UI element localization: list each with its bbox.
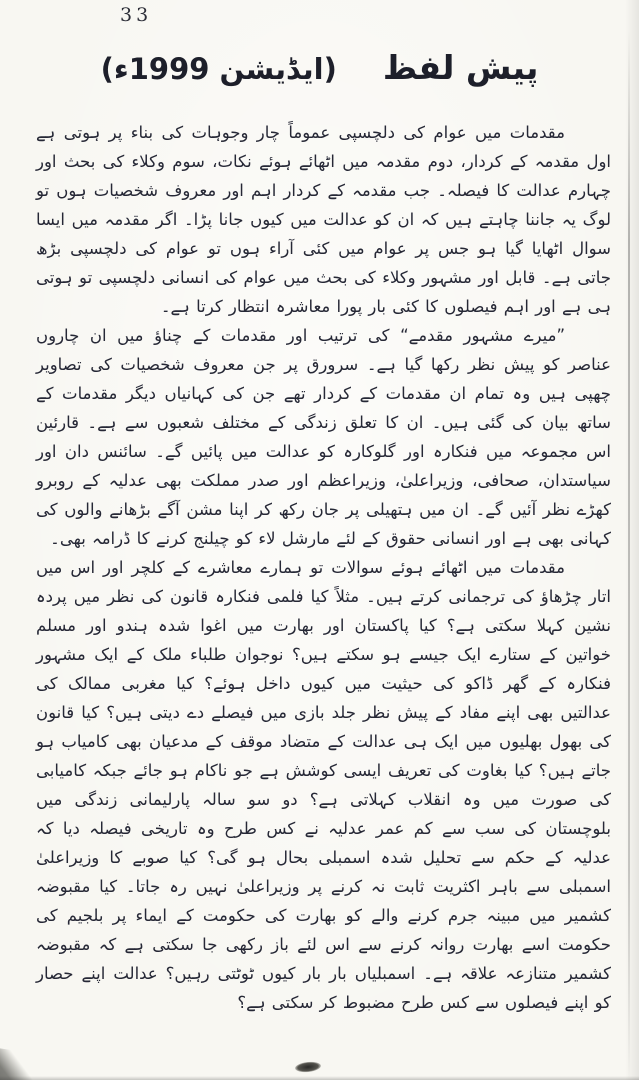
preface-heading	[0, 48, 639, 87]
edition-label: (ایڈیشن 1999ء)	[100, 52, 337, 86]
body-text	[36, 118, 611, 1017]
scan-edge-shadow-bottom	[0, 1076, 639, 1080]
scan-edge-shadow-right	[628, 30, 630, 1080]
page-number: 33	[120, 4, 153, 26]
paragraph-book-arrangement: ”میرے مشہور مقدمے“ کی ترتیب اور مقدمات کے چناؤ میں ان چاروں عناصر کو پیش نظر رکھا گیا ہے۔ سرورق پر جن معروف شخصیات کی تصاویر چھپی ہیں وہ تمام ان مقدمات کے کردار تھے جن کی کہانیاں دیگر مقدمات کے ساتھ بیان کی گئی ہیں۔ ان کا تعلق زندگی کے مختلف شعبوں سے ہے۔ قارئین اس مجموعہ میں فنکارہ اور گلوکارہ کو عدالت میں پائیں گے۔ سائنس دان اور سیاستدان، صحافی، وزیراعلیٰ، وزیراعظم اور صدر مملکت بھی عدلیہ کے روبرو کھڑے نظر آئیں گے۔ ان میں ہتھیلی پر جان رکھ کر اپنا مشن آگے بڑھانے والوں کی کہانی بھی ہے اور انسانی حقوق کے لئے مارشل لاء کو چیلنج کرنے کا ڈرامہ بھی۔	[36, 326, 611, 548]
scan-artifact-smudge	[295, 1061, 322, 1074]
scan-artifact-corner	[0, 1046, 41, 1080]
preface-title: پیش لفظ	[382, 48, 539, 87]
paragraph-questions: مقدمات میں اٹھائے ہوئے سوالات تو ہمارے معاشرے کے کلچر اور اس میں اتار چڑھاؤ کی ترجمانی کرتے ہیں۔ مثلاً کیا فلمی فنکارہ قانون کی نظر میں پردہ نشین کہلا سکتی ہے؟ کیا پاکستان اور بھارت میں اغوا شدہ ہندو اور مسلم خواتین کے ستارے ایک جیسے ہو سکتے ہیں؟ نوجوان طلباء ملک کے ایک مشہور فنکارہ کے گھر ڈاکو کی حیثیت میں کیوں داخل ہوئے؟ کیا مغربی ممالک کی عدالتیں بھی اپنے مفاد کے پیش نظر جلد بازی میں فیصلے دے دیتی ہیں؟ کیا قانون کی بھول بھلیوں میں ایک ہی عدالت کے متضاد موقف کے مدعیان بھی کامیاب ہو جاتے ہیں؟ کیا بغاوت کی تعریف ایسی کوشش ہے جو ناکام ہو جائے جبکہ کامیابی کی صورت میں وہ انقلاب کہلاتی ہے؟ دو سو سالہ پارلیمانی زندگی میں بلوچستان کی سب سے کم عمر عدلیہ نے کس طرح وہ تاریخی فیصلہ دیا کہ عدلیہ کے حکم سے تحلیل شدہ اسمبلی بحال ہو گی؟ کیا صوبے کا وزیراعلیٰ اسمبلی سے باہر اکثریت ثابت نہ کرنے پر وزیراعلیٰ نہیں رہ جاتا۔ کیا مقبوضہ کشمیر میں مبینہ جرم کرنے والے کو بھارت کی حکومت کے ایماء پر بلجیم کی حکومت اسے بھارت روانہ کرنے سے اس لئے باز رکھی جا سکتی ہے کہ مقبوضہ کشمیر متنازعہ علاقہ ہے۔ اسمبلیاں بار بار کیوں ٹوٹتی رہیں؟ عدالت اپنے حصار کو اپنے فیصلوں سے کس طرح مضبوط کر سکتی ہے؟	[36, 558, 611, 1012]
paragraph-intro: مقدمات میں عوام کی دلچسپی عموماً چار وجوہات کی بناء پر ہوتی ہے اول مقدمہ کے کردار، دوم مقدمہ میں اٹھائے ہوئے نکات، سوم وکلاء کی بحث اور چہارم عدالت کا فیصلہ۔ جب مقدمہ کے کردار اہم اور معروف شخصیات ہوں تو لوگ یہ جاننا چاہتے ہیں کہ ان کو عدالت میں کیوں جانا پڑا۔ اگر مقدمہ میں ایسا سوال اٹھایا گیا ہو جس پر عوام میں کئی آراء ہوں تو عوام کی دلچسپی بڑھ جاتی ہے۔ قابل اور مشہور وکلاء کی بحث میں عوام کی انسانی دلچسپی تو ہوتی ہی ہے اور اہم فیصلوں کا کئی بار پورا معاشرہ انتظار کرتا ہے۔	[36, 123, 611, 316]
